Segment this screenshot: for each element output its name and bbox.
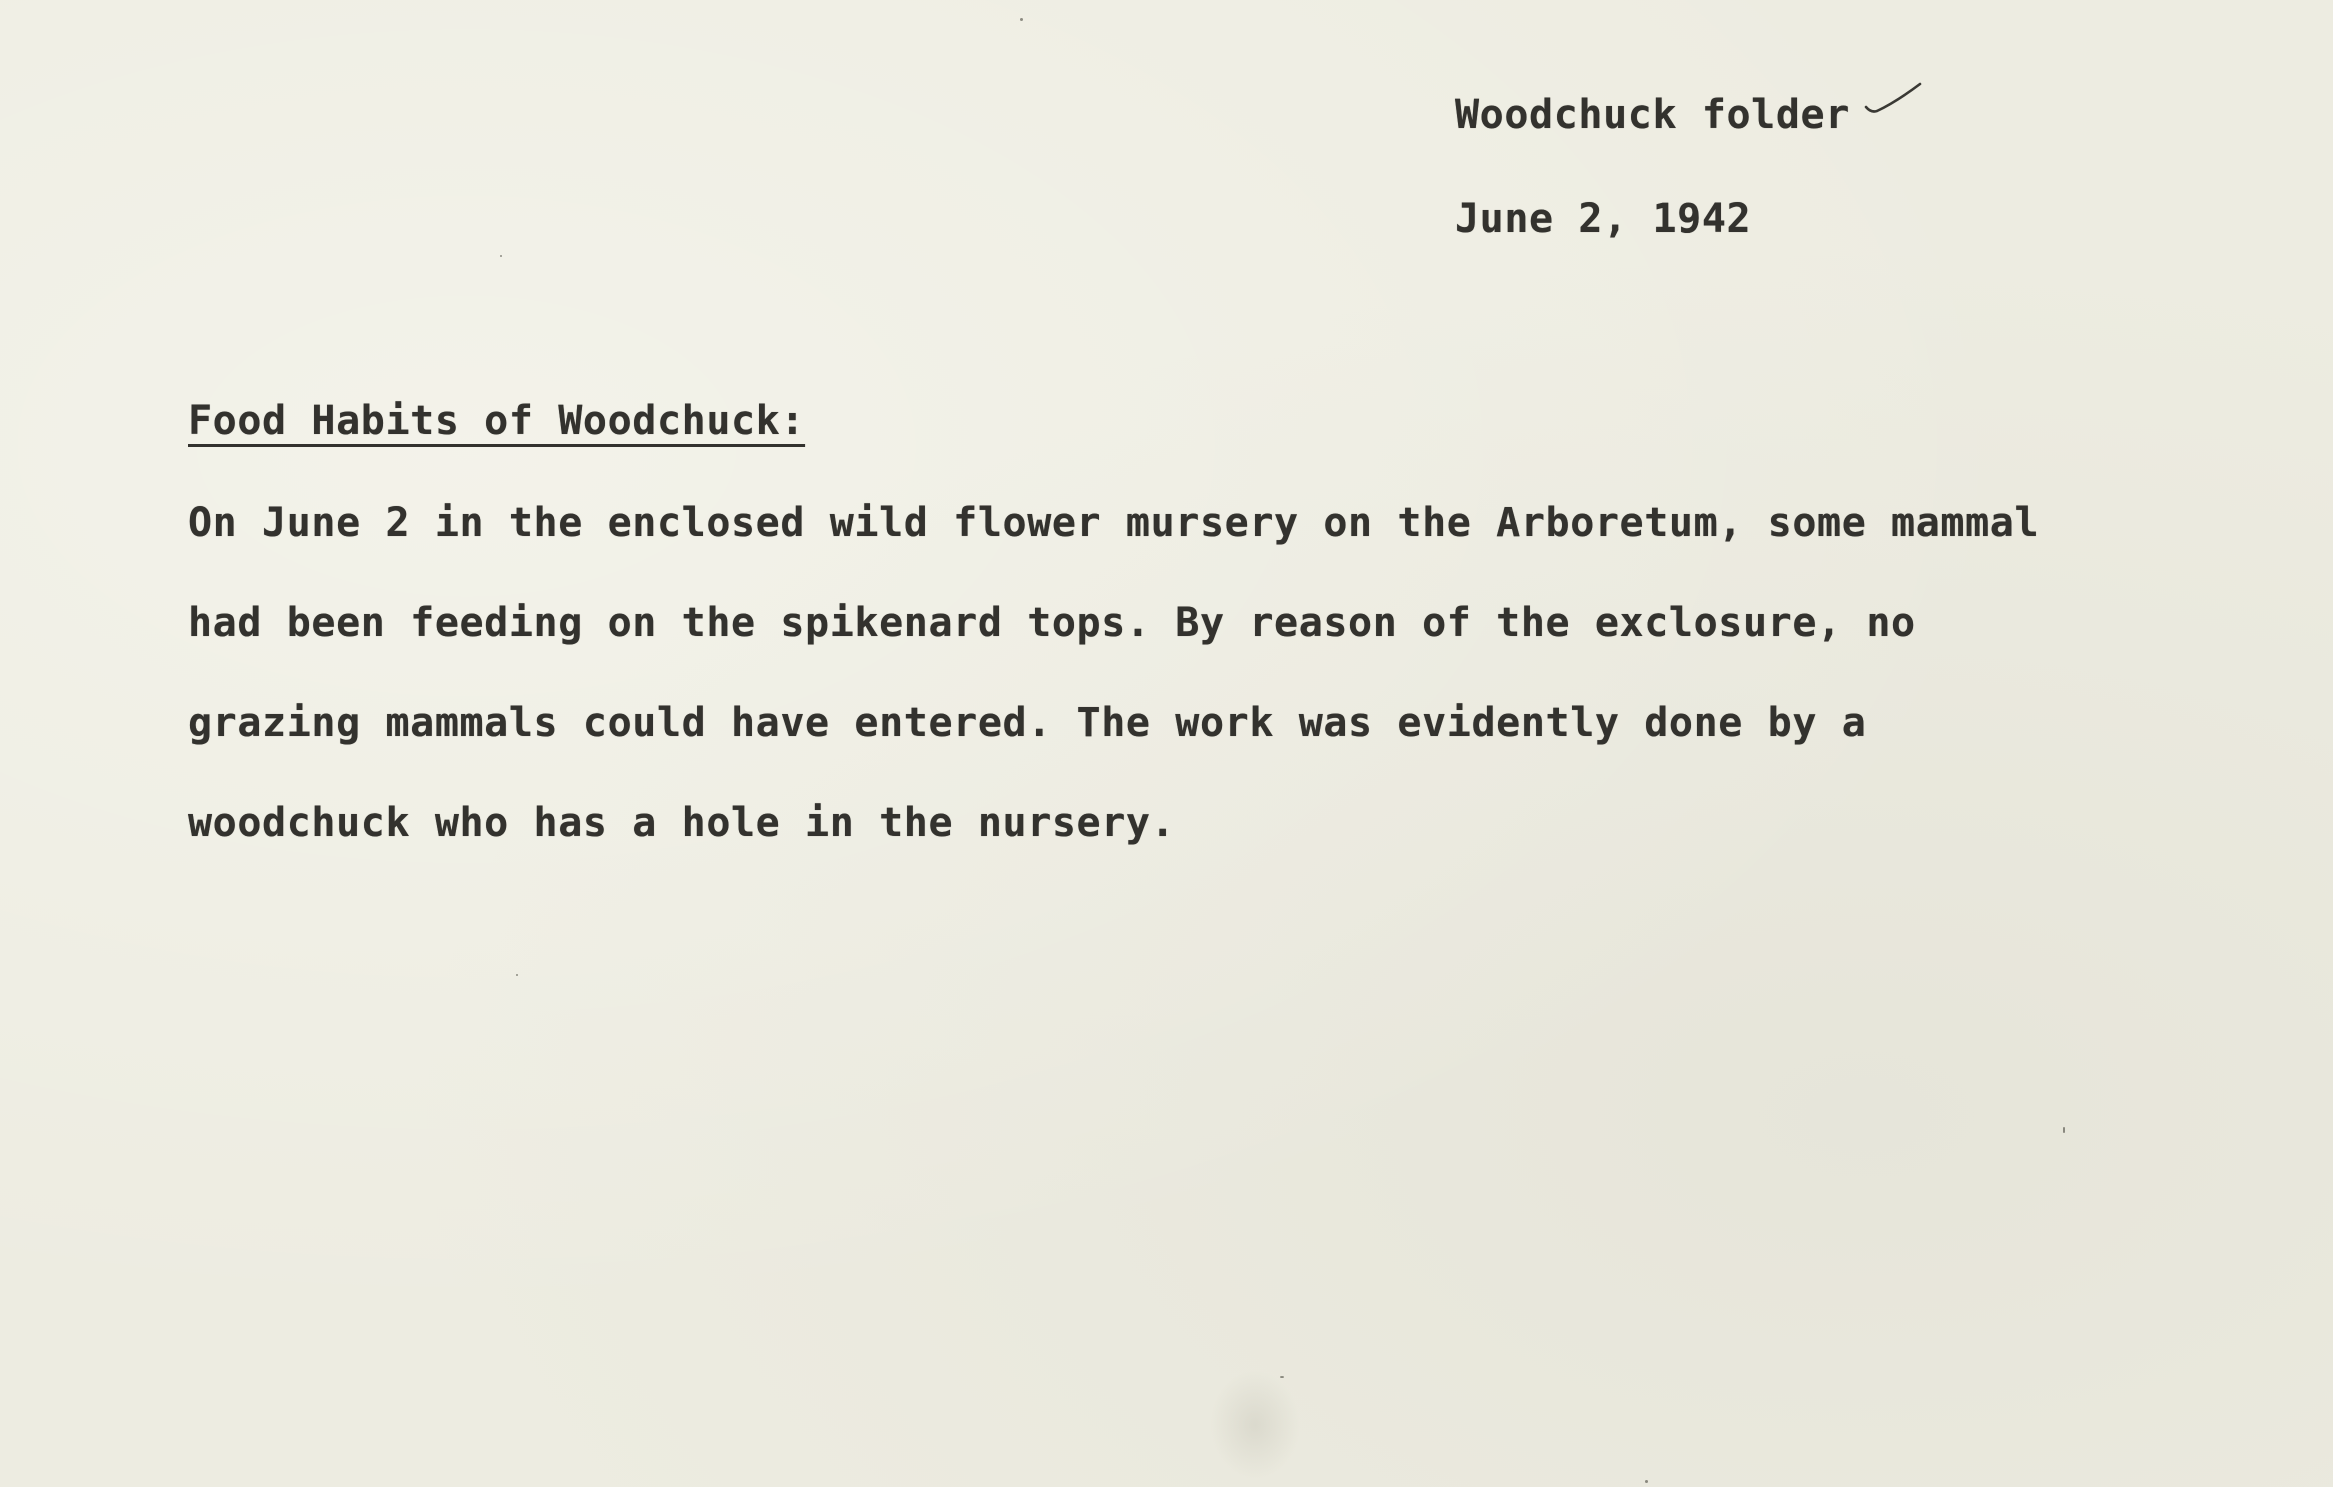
paper-stain — [1210, 1370, 1300, 1480]
paper-speck — [1645, 1480, 1648, 1483]
section-title: Food Habits of Woodchuck: — [188, 398, 806, 444]
paper-speck — [2063, 1127, 2065, 1133]
paper-speck — [500, 255, 502, 257]
paper-speck — [1280, 1376, 1284, 1378]
checkmark-icon — [1862, 80, 1924, 120]
body-line-2: had been feeding on the spikenard tops. By reason of the exclosure, no — [188, 600, 1916, 646]
body-line-3: grazing mammals could have entered. The work was evidently done by a — [188, 700, 1867, 746]
paper-speck — [516, 974, 518, 976]
body-line-1: On June 2 in the enclosed wild flower mursery on the Arboretum, some mammal — [188, 500, 2040, 546]
paper-speck — [1020, 18, 1023, 21]
folder-label: Woodchuck folder — [1455, 92, 1850, 138]
document-date: June 2, 1942 — [1455, 196, 1752, 242]
body-paragraph — [188, 498, 2039, 898]
body-line-4: woodchuck who has a hole in the nursery. — [188, 800, 1176, 846]
